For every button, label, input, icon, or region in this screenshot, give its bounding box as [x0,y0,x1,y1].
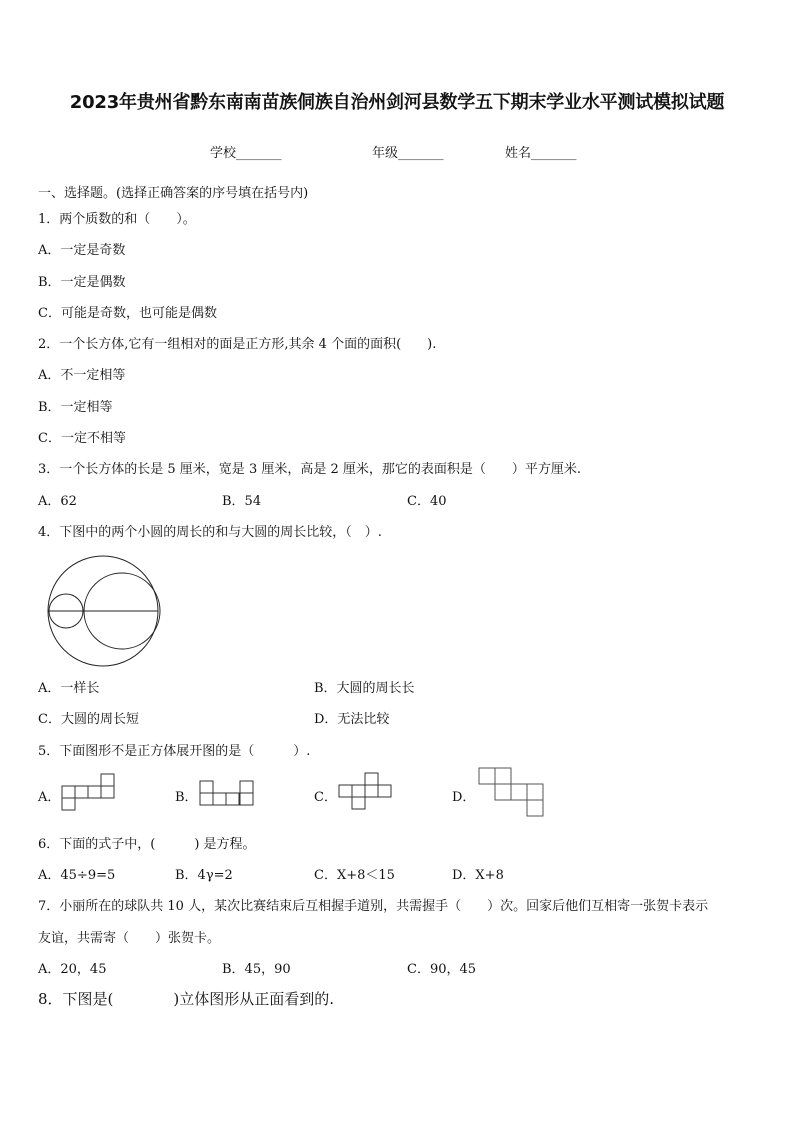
question-7-option-c[interactable]: C．90，45 [407,962,477,977]
question-2-stem: 2．一个长方体,它有一组相对的面是正方形,其余 4 个面的面积( ). [38,337,437,352]
question-5-option-b[interactable]: B． [175,790,198,805]
question-1-option-b[interactable]: B．一定是偶数 [38,275,126,290]
cube-net-d [478,767,548,819]
question-7-stem-line2: 友谊，共需寄（ ）张贺卡。 [38,931,221,946]
question-3-option-c[interactable]: C．40 [407,494,447,509]
cube-net-a [61,773,116,812]
question-2-option-c[interactable]: C．一定不相等 [38,431,126,446]
cube-net-b [199,780,255,808]
question-4-option-c[interactable]: C．大圆的周长短 [38,712,139,727]
question-5-option-a[interactable]: A． [38,790,61,805]
question-1-stem: 1．两个质数的和（ ）。 [38,212,196,227]
question-3-option-a[interactable]: A．62 [38,494,77,509]
question-4-stem: 4．下图中的两个小圆的周长的和与大圆的周长比较，（ ）. [38,525,382,540]
page-title: 2023年贵州省黔东南南苗族侗族自治州剑河县数学五下期末学业水平测试模拟试题 [69,92,725,113]
school-field[interactable]: 学校_______ [210,146,282,161]
question-3-option-b[interactable]: B．54 [222,494,262,509]
question-6-option-b[interactable]: B．4γ=2 [175,868,233,883]
question-8-stem: 8．下图是( )立体图形从正面看到的. [38,990,335,1008]
question-2-option-b[interactable]: B．一定相等 [38,400,113,415]
question-6-option-c[interactable]: C．X+8＜15 [314,868,395,883]
question-6-option-a[interactable]: A．45÷9=5 [38,868,116,883]
question-4-option-d[interactable]: D．无法比较 [314,712,390,727]
question-7-option-b[interactable]: B．45，90 [222,962,291,977]
question-5-option-c[interactable]: C． [314,790,337,805]
question-7-stem-line1: 7．小丽所在的球队共 10 人，某次比赛结束后互相握手道别，共需握手（ ）次。回家后他们互相寄一张贺卡表示 [38,899,709,914]
question-4-option-a[interactable]: A．一样长 [38,681,100,696]
question-5-option-d[interactable]: D． [452,790,476,805]
grade-field[interactable]: 年级_______ [372,146,444,161]
question-4-option-b[interactable]: B．大圆的周长长 [314,681,415,696]
question-6-stem: 6．下面的式子中，( ) 是方程。 [38,837,256,852]
question-6-option-d[interactable]: D．X+8 [452,868,504,883]
section-heading: 一、选择题。(选择正确答案的序号填在括号内) [38,186,309,201]
question-7-option-a[interactable]: A．20，45 [38,962,107,977]
name-field[interactable]: 姓名_______ [505,146,577,161]
question-3-stem: 3．一个长方体的长是 5 厘米，宽是 3 厘米，高是 2 厘米，那它的表面积是（ ）平方厘米. [38,462,582,477]
question-1-option-c[interactable]: C．可能是奇数，也可能是偶数 [38,306,217,321]
question-5-stem: 5．下面图形不是正方体展开图的是（ ）. [38,744,311,759]
question-1-option-a[interactable]: A．一定是奇数 [38,243,126,258]
cube-net-c [338,772,393,812]
question-2-option-a[interactable]: A．不一定相等 [38,368,126,383]
circles-figure [44,552,162,670]
